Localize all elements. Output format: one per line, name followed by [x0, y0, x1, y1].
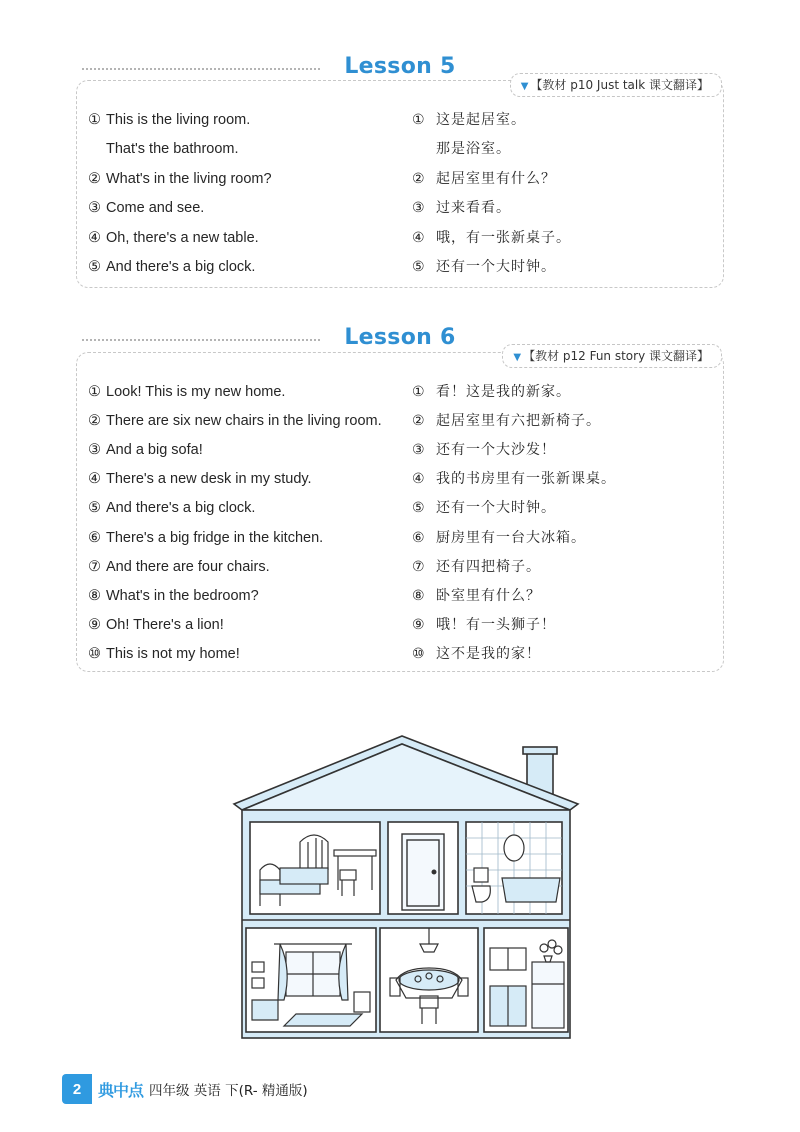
line-number: ①: [88, 384, 101, 400]
lesson6-title: Lesson 6: [344, 325, 456, 350]
chinese-line: [412, 528, 586, 548]
chinese-line: [412, 257, 556, 277]
english-line: [88, 557, 270, 577]
line-number: ⑧: [412, 587, 426, 604]
chinese-text: 厨房里有一台大冰箱。: [436, 529, 586, 546]
chinese-text: 还有四把椅子。: [436, 558, 541, 575]
chinese-line: [412, 169, 556, 189]
chinese-line: [412, 557, 541, 577]
english-line: [88, 615, 224, 635]
line-number: ③: [412, 200, 426, 217]
english-text: And a big sofa!: [106, 442, 203, 459]
line-number: ③: [88, 200, 101, 217]
chinese-text: 哦！有一头狮子！: [436, 616, 556, 633]
lesson5-ref-text: 【教材 p10 Just talk 课文翻译】: [530, 78, 709, 92]
english-text: Look! This is my new home.: [106, 384, 286, 400]
chinese-text: 哦，有一张新桌子。: [436, 229, 571, 246]
chinese-text: 还有一个大时钟。: [436, 259, 556, 275]
english-line: [88, 257, 255, 277]
chinese-line: [412, 498, 556, 518]
line-number: ⑤: [412, 500, 426, 517]
english-text: What's in the living room?: [106, 170, 272, 187]
line-number: ②: [88, 413, 101, 430]
house-illustration: [230, 730, 582, 1040]
english-text: And there are four chairs.: [106, 558, 270, 575]
english-text: There are six new chairs in the living room.: [106, 413, 382, 430]
triangle-down-icon: ▼: [520, 81, 529, 92]
line-number: ④: [412, 229, 426, 246]
chinese-text: 还有一个大时钟。: [436, 500, 556, 517]
chinese-text: 这不是我的家！: [436, 645, 541, 662]
line-number: ⑩: [88, 645, 101, 662]
chinese-line: [412, 198, 511, 218]
chinese-line: [412, 382, 571, 402]
english-line: [88, 139, 239, 159]
line-number: ⑤: [88, 259, 101, 275]
lesson6-ref-tag: [502, 344, 722, 368]
page-number: 2: [62, 1074, 92, 1104]
line-number: ②: [412, 413, 426, 430]
line-number: ③: [412, 442, 426, 459]
lesson6-ref-text: 【教材 p12 Fun story 课文翻译】: [523, 349, 709, 363]
chinese-line: [412, 228, 571, 248]
english-line: [88, 469, 312, 489]
chinese-line: [412, 411, 601, 431]
english-line: [88, 228, 259, 248]
line-number: ①: [412, 112, 426, 128]
english-line: [88, 411, 382, 431]
english-text: And there's a big clock.: [106, 259, 256, 275]
chinese-text: 那是浴室。: [436, 141, 511, 158]
chinese-line: [412, 586, 541, 606]
chinese-text: 起居室里有什么？: [436, 170, 556, 187]
chinese-line: [412, 644, 541, 664]
chinese-text: 起居室里有六把新椅子。: [436, 413, 601, 430]
line-number: ④: [88, 471, 101, 488]
line-number: ⑨: [412, 616, 426, 633]
line-number: ⑦: [88, 558, 101, 575]
english-text: Come and see.: [106, 200, 205, 217]
english-line: [88, 110, 250, 130]
page-footer: [62, 1074, 308, 1104]
english-line: [88, 644, 240, 664]
chinese-text: 我的书房里有一张新课桌。: [436, 471, 616, 488]
english-text: This is not my home!: [106, 645, 240, 662]
line-number: ②: [88, 170, 101, 187]
english-line: [88, 169, 272, 189]
english-text: Oh, there's a new table.: [106, 229, 259, 246]
english-text: What's in the bedroom?: [106, 587, 259, 604]
english-text: There's a new desk in my study.: [106, 471, 312, 488]
line-number: ④: [88, 229, 101, 246]
chinese-line: [412, 139, 511, 159]
line-number: ⑧: [88, 587, 101, 604]
english-line: [88, 498, 255, 518]
line-number: ⑥: [412, 529, 426, 546]
chinese-line: [412, 110, 526, 130]
chinese-text: 卧室里有什么？: [436, 587, 541, 604]
english-line: [88, 198, 204, 218]
line-number: ⑤: [88, 500, 101, 517]
english-text: This is the living room.: [106, 112, 251, 128]
english-line: [88, 528, 323, 548]
english-text: Oh! There's a lion!: [106, 616, 224, 633]
triangle-down-icon: ▼: [513, 352, 522, 363]
english-text: That's the bathroom.: [106, 141, 239, 158]
book-title: 四年级 英语 下(R- 精通版): [149, 1083, 308, 1099]
english-line: [88, 440, 203, 460]
english-line: [88, 586, 259, 606]
chinese-text: 这是起居室。: [436, 112, 526, 128]
line-number: ④: [412, 471, 426, 488]
brand-logo: 典中点: [98, 1080, 144, 1100]
line-number: ⑦: [412, 558, 426, 575]
lesson5-title: Lesson 5: [344, 54, 456, 79]
line-number: ①: [88, 112, 101, 128]
line-number: ⑤: [412, 259, 426, 275]
chinese-text: 过来看看。: [436, 200, 511, 217]
chinese-line: [412, 469, 616, 489]
line-number: ⑥: [88, 529, 101, 546]
chinese-text: 还有一个大沙发！: [436, 442, 556, 459]
chinese-text: 看！这是我的新家。: [436, 384, 571, 400]
english-text: And there's a big clock.: [106, 500, 256, 517]
line-number: ⑩: [412, 645, 426, 662]
chinese-line: [412, 615, 556, 635]
english-text: There's a big fridge in the kitchen.: [106, 529, 324, 546]
line-number: ①: [412, 384, 426, 400]
english-line: [88, 382, 285, 402]
line-number: ⑨: [88, 616, 101, 633]
line-number: ③: [88, 442, 101, 459]
chinese-line: [412, 440, 556, 460]
line-number: ②: [412, 170, 426, 187]
lesson5-ref-tag: [510, 73, 722, 97]
